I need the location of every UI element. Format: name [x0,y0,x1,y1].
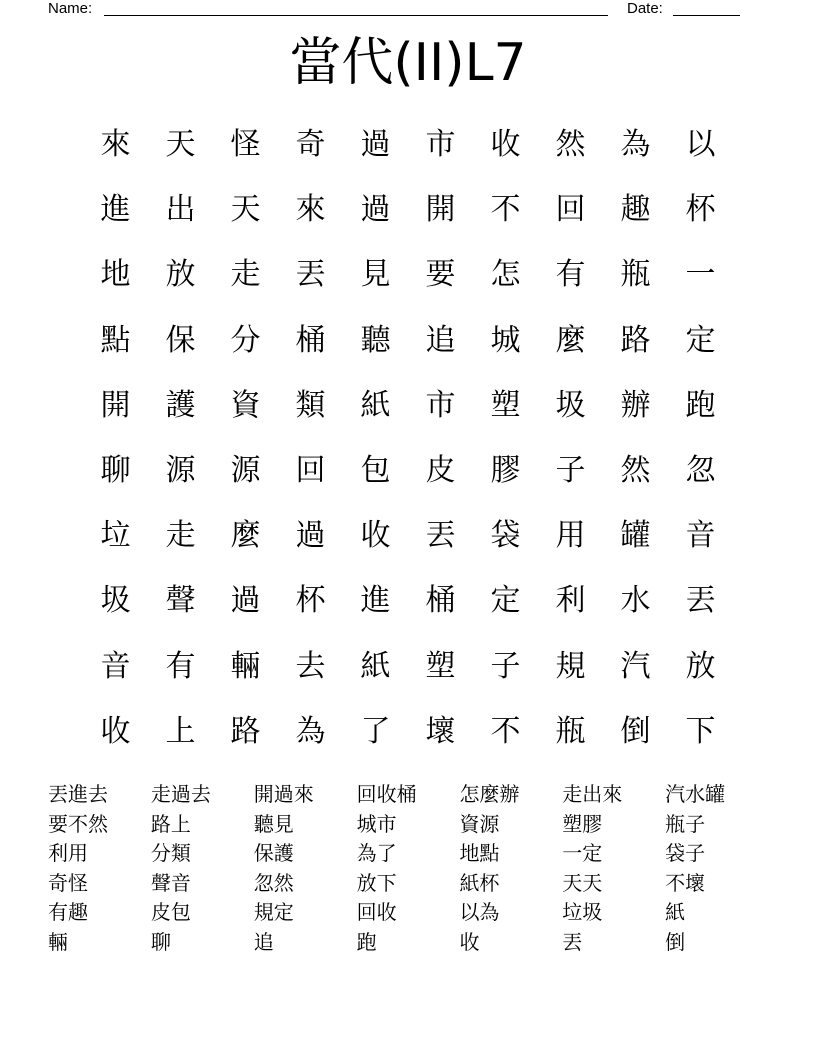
grid-row [83,112,733,177]
word-bank-item: 放下 [356,870,397,895]
grid-cell[interactable]: 地 [100,257,131,293]
grid-row [83,177,733,242]
grid-cell[interactable]: 丟 [295,257,326,293]
letter-grid [83,112,733,764]
word-bank-item: 丟 [562,929,583,954]
grid-cell[interactable]: 收 [100,713,131,749]
grid-cell[interactable]: 開 [100,387,131,423]
grid-cell[interactable]: 塑 [425,648,456,684]
grid-cell[interactable]: 收 [360,518,391,554]
grid-cell[interactable]: 桶 [425,583,456,619]
word-bank-item: 有趣 [48,900,88,925]
word-bank-item: 紙 [665,900,686,925]
word-bank-row [48,869,768,899]
grid-cell[interactable]: 圾 [555,387,586,423]
grid-cell[interactable]: 過 [360,127,391,162]
grid-cell[interactable]: 資 [230,387,261,423]
word-bank-item: 汽水罐 [665,782,726,806]
grid-cell[interactable]: 包 [360,452,391,488]
word-bank-item: 倒 [665,929,686,954]
grid-cell[interactable]: 天 [230,192,261,228]
grid-cell[interactable]: 辦 [620,387,651,423]
word-bank-item: 塑膠 [562,811,603,836]
grid-cell[interactable]: 不 [490,713,521,749]
grid-cell[interactable]: 圾 [100,583,131,619]
grid-cell[interactable]: 源 [165,452,196,488]
grid-cell[interactable]: 走 [230,257,261,293]
name-line[interactable] [104,15,608,16]
grid-cell[interactable]: 開 [425,192,456,228]
grid-cell[interactable]: 回 [555,192,586,228]
grid-cell[interactable]: 子 [490,648,521,684]
grid-cell[interactable]: 以 [685,127,716,162]
word-bank-item: 利用 [48,841,88,866]
grid-cell[interactable]: 音 [100,648,131,684]
grid-cell[interactable]: 垃 [100,518,131,554]
grid-cell[interactable]: 見 [360,257,391,293]
grid-cell[interactable]: 袋 [490,518,521,554]
grid-cell[interactable]: 定 [685,322,716,358]
word-bank-item: 天天 [562,870,603,895]
grid-row [83,308,733,373]
grid-cell[interactable]: 紙 [360,387,391,423]
grid-cell[interactable]: 規 [555,648,586,684]
grid-cell[interactable]: 進 [100,192,131,228]
grid-cell[interactable]: 過 [230,583,261,619]
grid-cell[interactable]: 收 [490,127,521,162]
page-title: 當代(II)L7 [289,33,527,93]
grid-row [83,242,733,307]
grid-cell[interactable]: 市 [425,127,456,162]
word-bank-item: 走出來 [562,782,623,806]
word-bank-item: 怎麼辦 [459,782,520,806]
grid-row [83,373,733,438]
grid-cell[interactable]: 杯 [295,583,326,619]
grid-cell[interactable]: 點 [100,322,131,358]
grid-cell[interactable]: 紙 [360,648,391,684]
grid-cell[interactable]: 進 [360,583,391,619]
grid-cell[interactable]: 追 [425,322,456,358]
grid-cell[interactable]: 有 [165,648,196,684]
name-label: Name: [48,0,93,17]
word-bank-item: 為了 [356,841,397,866]
grid-cell[interactable]: 去 [295,648,326,684]
grid-cell[interactable]: 出 [165,192,196,228]
word-bank [48,780,768,958]
grid-cell[interactable]: 怪 [230,127,261,162]
word-bank-item: 回收桶 [356,782,417,806]
grid-cell[interactable]: 天 [165,127,196,162]
word-bank-item: 奇怪 [48,870,88,895]
word-bank-item: 聲音 [150,870,191,895]
word-bank-row [48,810,768,840]
word-bank-item: 走過去 [150,782,211,806]
grid-cell[interactable]: 有 [555,257,586,293]
word-bank-item: 規定 [253,900,294,925]
grid-cell[interactable]: 來 [100,127,131,162]
grid-cell[interactable]: 利 [555,583,586,619]
word-bank-item: 不壞 [665,870,706,895]
grid-cell[interactable]: 音 [685,518,716,554]
grid-cell[interactable]: 然 [620,452,651,488]
grid-cell[interactable]: 麼 [555,322,586,358]
grid-cell[interactable]: 分 [230,322,261,358]
word-bank-row [48,928,768,958]
grid-cell[interactable]: 跑 [685,387,716,423]
grid-cell[interactable]: 保 [165,322,196,358]
grid-row [83,699,733,764]
grid-cell[interactable]: 塑 [490,387,521,423]
grid-cell[interactable]: 奇 [295,127,326,162]
word-bank-item: 輛 [48,929,68,954]
grid-cell[interactable]: 回 [295,452,326,488]
grid-cell[interactable]: 城 [490,322,521,358]
grid-row [83,438,733,503]
grid-cell[interactable]: 放 [165,257,196,293]
grid-cell[interactable]: 丟 [685,583,716,619]
grid-cell[interactable]: 皮 [425,452,456,488]
word-bank-item: 城市 [356,811,397,836]
grid-row [83,634,733,699]
word-bank-item: 追 [253,929,274,954]
grid-cell[interactable]: 聊 [100,452,131,488]
grid-cell[interactable]: 定 [490,583,521,619]
grid-cell[interactable]: 桶 [295,322,326,358]
word-bank-item: 以為 [459,900,500,925]
grid-cell[interactable]: 瓶 [555,713,586,749]
word-bank-row [48,839,768,869]
grid-cell[interactable]: 壞 [425,713,456,749]
word-bank-row [48,898,768,928]
grid-cell[interactable]: 走 [165,518,196,554]
grid-row [83,568,733,633]
grid-cell[interactable]: 水 [620,583,651,619]
grid-cell[interactable]: 來 [295,192,326,228]
word-bank-item: 保護 [253,841,294,866]
word-bank-row [48,780,768,810]
grid-cell[interactable]: 護 [165,387,196,423]
word-bank-item: 丟進去 [48,782,108,806]
word-bank-item: 分類 [150,841,191,866]
grid-row [83,503,733,568]
grid-cell[interactable]: 然 [555,127,586,162]
grid-cell[interactable]: 下 [685,713,716,749]
grid-cell[interactable]: 倒 [620,713,651,749]
grid-cell[interactable]: 汽 [620,648,651,684]
grid-cell[interactable]: 市 [425,387,456,423]
grid-cell[interactable]: 路 [230,713,261,749]
word-bank-item: 聊 [150,929,171,954]
word-bank-item: 袋子 [665,841,706,866]
grid-cell[interactable]: 輛 [230,648,261,684]
word-bank-item: 垃圾 [562,900,603,925]
grid-cell[interactable]: 為 [620,127,651,162]
date-label: Date: [627,0,663,17]
grid-cell[interactable]: 過 [360,192,391,228]
grid-cell[interactable]: 路 [620,322,651,358]
word-bank-item: 回收 [356,900,397,925]
word-bank-item: 跑 [356,929,377,954]
word-bank-item: 紙杯 [459,870,500,895]
grid-cell[interactable]: 趣 [620,192,651,228]
grid-cell[interactable]: 一 [685,257,716,293]
header [0,0,816,20]
grid-cell[interactable]: 為 [295,713,326,749]
word-bank-item: 開過來 [253,782,314,806]
grid-cell[interactable]: 子 [555,452,586,488]
date-line[interactable] [673,15,740,16]
word-bank-item: 瓶子 [665,811,706,836]
word-bank-item: 一定 [562,841,603,866]
word-bank-item: 皮包 [150,900,191,925]
word-bank-item: 聽見 [253,811,294,836]
word-bank-item: 地點 [459,841,500,866]
grid-cell[interactable]: 聲 [165,583,196,619]
grid-cell[interactable]: 了 [360,713,391,749]
word-bank-item: 資源 [459,811,500,836]
grid-cell[interactable]: 上 [165,713,196,749]
grid-cell[interactable]: 要 [425,257,456,293]
word-bank-item: 要不然 [48,811,108,836]
grid-cell[interactable]: 杯 [685,192,716,228]
word-bank-item: 忽然 [253,870,294,895]
grid-cell[interactable]: 過 [295,518,326,554]
grid-cell[interactable]: 瓶 [620,257,651,293]
grid-cell[interactable]: 放 [685,648,716,684]
grid-cell[interactable]: 膠 [490,452,521,488]
grid-cell[interactable]: 忽 [685,452,716,488]
grid-cell[interactable]: 麼 [230,518,261,554]
word-bank-item: 收 [459,929,480,954]
grid-cell[interactable]: 不 [490,192,521,228]
grid-cell[interactable]: 罐 [620,518,651,554]
grid-cell[interactable]: 類 [295,387,326,423]
grid-cell[interactable]: 怎 [490,257,521,293]
grid-cell[interactable]: 丟 [425,518,456,554]
grid-cell[interactable]: 源 [230,452,261,488]
word-bank-item: 路上 [150,811,191,836]
grid-cell[interactable]: 聽 [360,322,391,358]
grid-cell[interactable]: 用 [555,518,586,554]
